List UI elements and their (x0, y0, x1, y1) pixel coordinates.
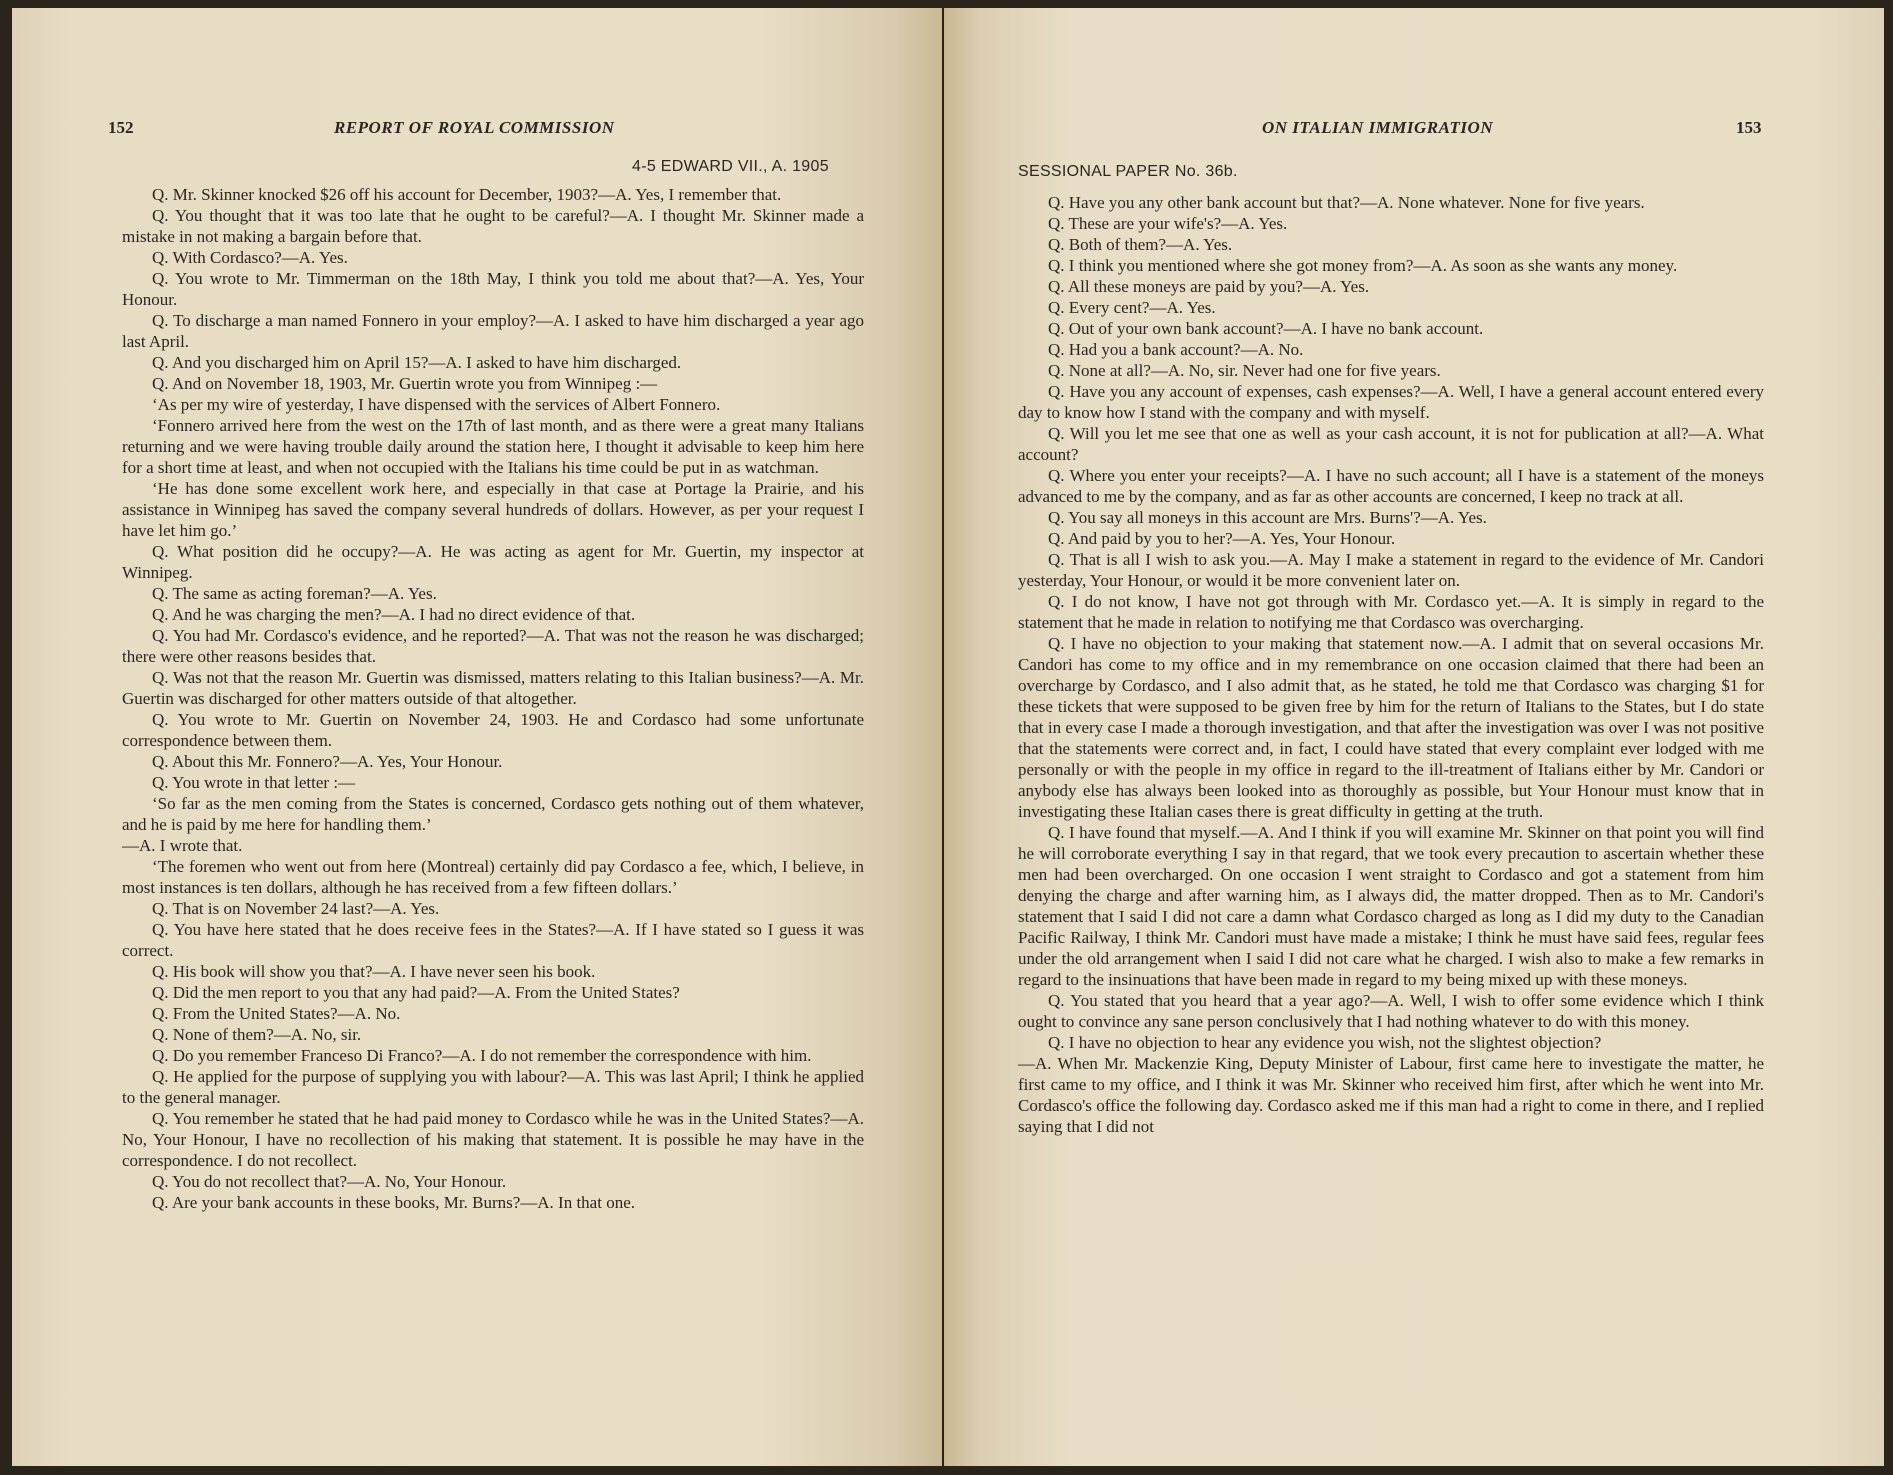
left-page (12, 8, 942, 1466)
paragraph: Q. You wrote to Mr. Guertin on November 24, 1903. He and Cordasco had some unfortunate correspondence between them. (122, 710, 864, 750)
paragraph: Q. I think you mentioned where she got money from?—A. As soon as she wants any money. (1048, 256, 1678, 275)
paragraph: Q. Do you remember Franceso Di Franco?—A. I do not remember the correspondence with him. (152, 1046, 812, 1065)
paragraph: Q. I have no objection to your making that statement now.—A. I admit that on several occasions Mr. Candori has come to my office and in my remembrance on one occasion claimed that there had been an overcharge by Cordasco, and I also admit that, as he stated, he told me that Cordasco was charging $1 for these tickets that were supposed to be given free by him for the return of Italians to the States, but I do state that in every case I made a thorough investigation, and that after the investigation was over I was not positive that the statements were correct and, in fact, I could have stated that every complaint ever lodged with me personally or with the people in my office in regard to the ill-treatment of Italians either by Mr. Candori or anybody else has always been looked into as thoroughly as possible, but Your Honour must know that in investigating these Italian cases there is great difficulty in getting at the truth. (1018, 634, 1764, 821)
paragraph: Q. None at all?—A. No, sir. Never had one for five years. (1048, 361, 1441, 380)
paragraph: Q. You had Mr. Cordasco's evidence, and he reported?—A. That was not the reason he was discharged; there were other reasons besides that. (122, 626, 864, 666)
left-page-number: 152 (108, 118, 134, 137)
right-page-number: 153 (1736, 118, 1762, 137)
left-running-head: REPORT OF ROYAL COMMISSION (334, 118, 615, 137)
paragraph: Q. Mr. Skinner knocked $26 off his account for December, 1903?—A. Yes, I remember that. (152, 185, 782, 204)
paragraph: Q. His book will show you that?—A. I have never seen his book. (152, 962, 596, 981)
paragraph: Q. Did the men report to you that any had paid?—A. From the United States? (152, 983, 680, 1002)
paragraph: —A. I wrote that. (122, 836, 243, 855)
paragraph: Q. You remember he stated that he had paid money to Cordasco while he was in the United States?—A. No, Your Honour, I have no recollection of his making that statement. It is possible he may have in the correspondence. I do not recollect. (122, 1109, 864, 1170)
paragraph: Q. You thought that it was too late that he ought to be careful?—A. I thought Mr. Skinner made a mistake in not making a bargain before that. (122, 206, 864, 246)
paragraph: Q. You stated that you heard that a year ago?—A. Well, I wish to offer some evidence which I think ought to convince any sane person conclusively that I had nothing whatever to do with this money. (1018, 991, 1764, 1031)
paragraph: Q. With Cordasco?—A. Yes. (152, 248, 348, 267)
paragraph: Q. The same as acting foreman?—A. Yes. (152, 584, 437, 603)
paragraph: Q. Every cent?—A. Yes. (1048, 298, 1216, 317)
paragraph: —A. When Mr. Mackenzie King, Deputy Minister of Labour, first came here to investigate the matter, he first came to my office, and I think it was Mr. Skinner who received him first, after which he went into Mr. Cordasco's office the following day. Cordasco asked me if this man had a right to come in there, and I replied saying that I did not (1018, 1054, 1764, 1136)
paragraph: Q. You do not recollect that?—A. No, Your Honour. (152, 1172, 507, 1191)
paragraph: Q. You say all moneys in this account are Mrs. Burns'?—A. Yes. (1048, 508, 1487, 527)
right-session-line: SESSIONAL PAPER No. 36b. (1018, 163, 1238, 180)
paragraph: Q. Both of them?—A. Yes. (1048, 235, 1233, 254)
paragraph: Q. What position did he occupy?—A. He was acting as agent for Mr. Guertin, my inspector at Winnipeg. (122, 542, 864, 582)
paragraph: Q. Where you enter your receipts?—A. I have no such account; all I have is a statement of the moneys advanced to me by the company, and as far as other accounts are concerned, I keep no track at all. (1018, 466, 1764, 506)
paragraph: Q. Had you a bank account?—A. No. (1048, 340, 1304, 359)
paragraph: ‘He has done some excellent work here, and especially in that case at Portage la Prairie, and his assistance in Winnipeg has saved the company several hundreds of dollars. However, as per your request I have let him go.’ (122, 479, 864, 540)
paragraph: Q. To discharge a man named Fonnero in your employ?—A. I asked to have him discharged a year ago last April. (122, 311, 864, 351)
left-session-line: 4-5 EDWARD VII., A. 1905 (632, 158, 829, 175)
paragraph: Q. None of them?—A. No, sir. (152, 1025, 362, 1044)
paragraph: Q. You wrote in that letter :— (152, 773, 356, 792)
paragraph: Q. You wrote to Mr. Timmerman on the 18th May, I think you told me about that?—A. Yes, Your Honour. (122, 269, 864, 309)
paragraph: Q. Are your bank accounts in these books, Mr. Burns?—A. In that one. (152, 1193, 635, 1212)
paragraph: ‘The foremen who went out from here (Montreal) certainly did pay Cordasco a fee, which, I believe, in most instances is ten dollars, although he has received from a few fifteen dollars.’ (122, 857, 864, 897)
paragraph: Q. And paid by you to her?—A. Yes, Your Honour. (1048, 529, 1396, 548)
right-page (944, 8, 1884, 1466)
paragraph: ‘So far as the men coming from the States is concerned, Cordasco gets nothing out of them whatever, and he is paid by me here for handling them.’ (122, 794, 864, 834)
paragraph: Q. Was not that the reason Mr. Guertin was dismissed, matters relating to this Italian business?—A. Mr. Guertin was discharged for other matters outside of that altogether. (122, 668, 864, 708)
paragraph: ‘As per my wire of yesterday, I have dispensed with the services of Albert Fonnero. (152, 395, 721, 414)
right-running-head: ON ITALIAN IMMIGRATION (1262, 118, 1494, 137)
paragraph: Q. That is on November 24 last?—A. Yes. (152, 899, 440, 918)
paragraph: Q. Have you any other bank account but that?—A. None whatever. None for five years. (1048, 193, 1645, 212)
paragraph: Q. I do not know, I have not got through with Mr. Cordasco yet.—A. It is simply in regard to the statement that he made in relation to notifying me that Cordasco was overcharging. (1018, 592, 1764, 632)
paragraph: Q. He applied for the purpose of supplying you with labour?—A. This was last April; I think he applied to the general manager. (122, 1067, 864, 1107)
paragraph: Q. These are your wife's?—A. Yes. (1048, 214, 1288, 233)
paragraph: Q. From the United States?—A. No. (152, 1004, 401, 1023)
paragraph: Q. You have here stated that he does receive fees in the States?—A. If I have stated so I guess it was correct. (122, 920, 864, 960)
left-body-text (122, 184, 864, 1213)
paragraph: Q. Have you any account of expenses, cash expenses?—A. Well, I have a general account entered every day to know how I stand with the company and with myself. (1018, 382, 1764, 422)
paragraph: Q. And he was charging the men?—A. I had no direct evidence of that. (152, 605, 636, 624)
paragraph: Q. Will you let me see that one as well as your cash account, it is not for publication at all?—A. What account? (1018, 424, 1764, 464)
paragraph: Q. I have found that myself.—A. And I think if you will examine Mr. Skinner on that point you will find he will corroborate everything I say in that regard, that we took every precaution to ascertain whether these men had been overcharged. On one occasion I went straight to Cordasco and got a statement from him denying the charge and after warning him, as I always did, the matter dropped. Then as to Mr. Candori's statement that I said I did not care a damn what Cordasco charged as long as I did my duty to the Canadian Pacific Railway, I think Mr. Candori must have made a mistake; I think he must have said fees, regular fees under the old arrangement when I said I did not care what he charged. I wish also to make a few remarks in regard to the insinuations that have been made in regard to my being mixed up with these moneys. (1018, 823, 1764, 989)
paragraph: Q. All these moneys are paid by you?—A. Yes. (1048, 277, 1370, 296)
paragraph: Q. I have no objection to hear any evidence you wish, not the slightest objection? (1048, 1033, 1602, 1052)
paragraph: ‘Fonnero arrived here from the west on the 17th of last month, and as there were a great many Italians returning and we were having trouble daily around the station here, I thought it advisable to keep him here for a short time at least, and when not occupied with the Italians his time could be put in as watchman. (122, 416, 864, 477)
paragraph: Q. Out of your own bank account?—A. I have no bank account. (1048, 319, 1484, 338)
paragraph: Q. And on November 18, 1903, Mr. Guertin wrote you from Winnipeg :— (152, 374, 658, 393)
right-body-text (1018, 192, 1764, 1137)
paragraph: Q. About this Mr. Fonnero?—A. Yes, Your Honour. (152, 752, 503, 771)
paragraph: Q. That is all I wish to ask you.—A. May I make a statement in regard to the evidence of Mr. Candori yesterday, Your Honour, or would it be more convenient later on. (1018, 550, 1764, 590)
paragraph: Q. And you discharged him on April 15?—A. I asked to have him discharged. (152, 353, 682, 372)
